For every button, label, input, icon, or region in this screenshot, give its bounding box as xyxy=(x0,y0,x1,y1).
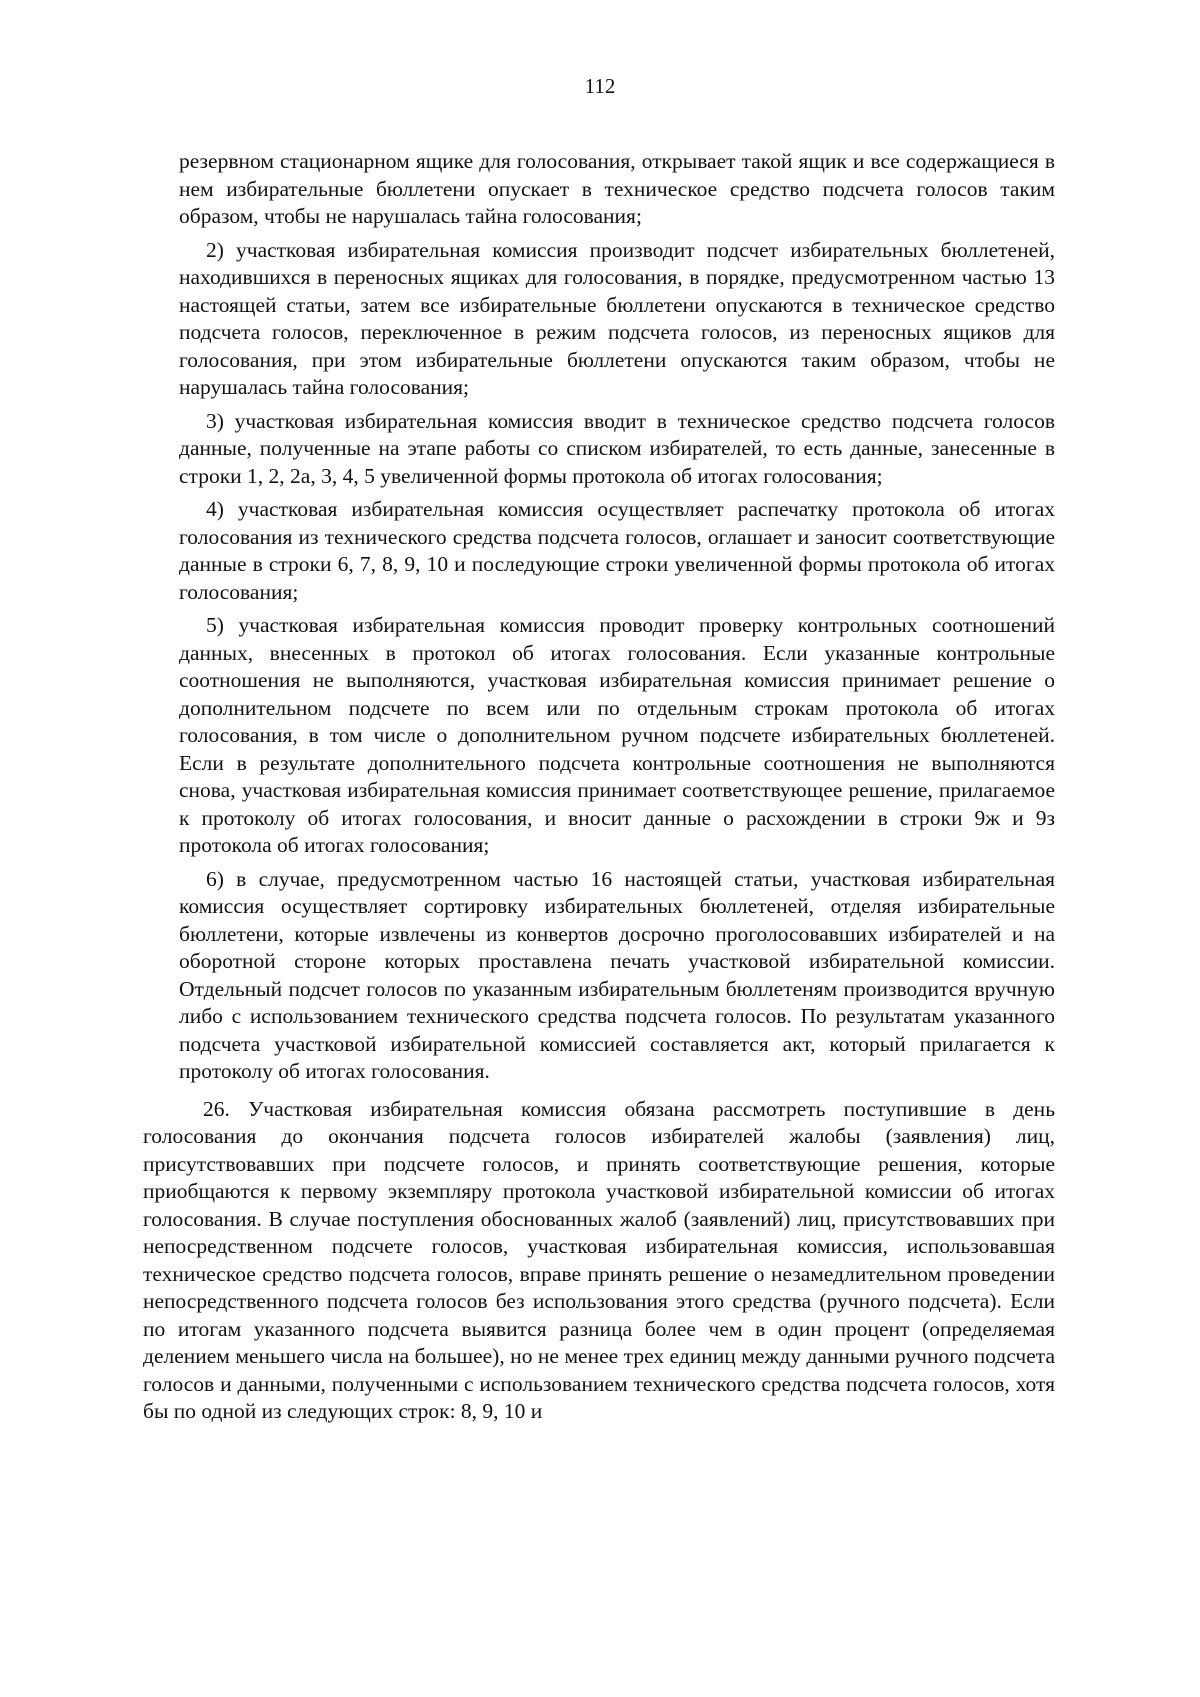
paragraph-continuation: резервном стационарном ящике для голосования, открывает такой ящик и все содержащиеся в нем избирательные бюллетени опускает в техническое средство подсчета голосов таким образом, чтобы не нарушалась тайна голосования; xyxy=(179,149,1055,228)
subitem-3: 3) участковая избирательная комиссия вводит в техническое средство подсчета голосов данные, полученные на этапе работы со списком избирателей, то есть данные, занесенные в строки 1, 2, 2а, 3, 4, 5 увеличенной формы протокола об итогах голосования; xyxy=(179,408,1055,488)
subitem-4: 4) участковая избирательная комиссия осуществляет распечатку протокола об итогах голосования из технического средства подсчета голосов, оглашает и заносит соответствующие данные в строки 6, 7, 8, 9, 10 и последующие строки увеличенной формы протокола об итогах голосования; xyxy=(179,497,1055,604)
item-26: 26. Участковая избирательная комиссия обязана рассмотреть поступившие в день голосования до окончания подсчета голосов избирателей жалобы (заявления) лиц, присутствовавших при подсчете голосов, и принять соответствующие решения, которые приобщаются к первому экземпляру протокола участковой избирательной комиссии об итогах голосования. В случае поступления обоснованных жалоб (заявлений) лиц, присутствовавших при непосредственном подсчете голосов, участковая избирательная комиссия, использовавшая техническое средство подсчета голосов, вправе принять решение о незамедлительном проведении непосредственного подсчета голосов без использования этого средства (ручного подсчета). Если по итогам указанного подсчета выявится разница более чем в один процент (определяемая делением меньшего числа на большее), но не менее трех единиц между данными ручного подсчета голосов и данными, полученными с использованием технического средства подсчета голосов, хотя бы по одной из следующих строк: 8, 9, 10 и xyxy=(143,1096,1055,1423)
subitem-5: 5) участковая избирательная комиссия проводит проверку контрольных соотношений данных, внесенных в протокол об итогах голосования. Если указанные контрольные соотношения не выполняются, участковая избирательная комиссия принимает решение о дополнительном подсчете по всем или по отдельным строкам протокола об итогах голосования, в том числе о дополнительном ручном подсчете избирательных бюллетеней. Если в результате дополнительного подсчета контрольные соотношения не выполняются снова, участковая избирательная комиссия принимает соответствующее решение, прилагаемое к протоколу об итогах голосования, и вносит данные о расхождении в строки 9ж и 9з протокола об итогах голосования; xyxy=(179,613,1055,857)
subitem-2: 2) участковая избирательная комиссия производит подсчет избирательных бюллетеней, находившихся в переносных ящиках для голосования, в порядке, предусмотренном частью 13 настоящей статьи, затем все избирательные бюллетени опускаются в техническое средство подсчета голосов, переключенное в режим подсчета голосов, из переносных ящиков для голосования, при этом избирательные бюллетени опускаются таким образом, чтобы не нарушалась тайна голосования; xyxy=(179,237,1055,399)
page-number: 112 xyxy=(584,74,616,98)
document-body xyxy=(143,148,1055,1432)
subitem-6: 6) в случае, предусмотренном частью 16 настоящей статьи, участковая избирательная комиссия осуществляет сортировку избирательных бюллетеней, отделяя избирательные бюллетени, которые извлечены из конвертов досрочно проголосовавших избирателей и на оборотной стороне которых проставлена печать участковой избирательной комиссии. Отдельный подсчет голосов по указанным избирательным бюллетеням производится вручную либо с использованием технического средства подсчета голосов. По результатам указанного подсчета участковой избирательной комиссией составляется акт, который прилагается к протоколу об итогах голосования. xyxy=(179,866,1055,1083)
